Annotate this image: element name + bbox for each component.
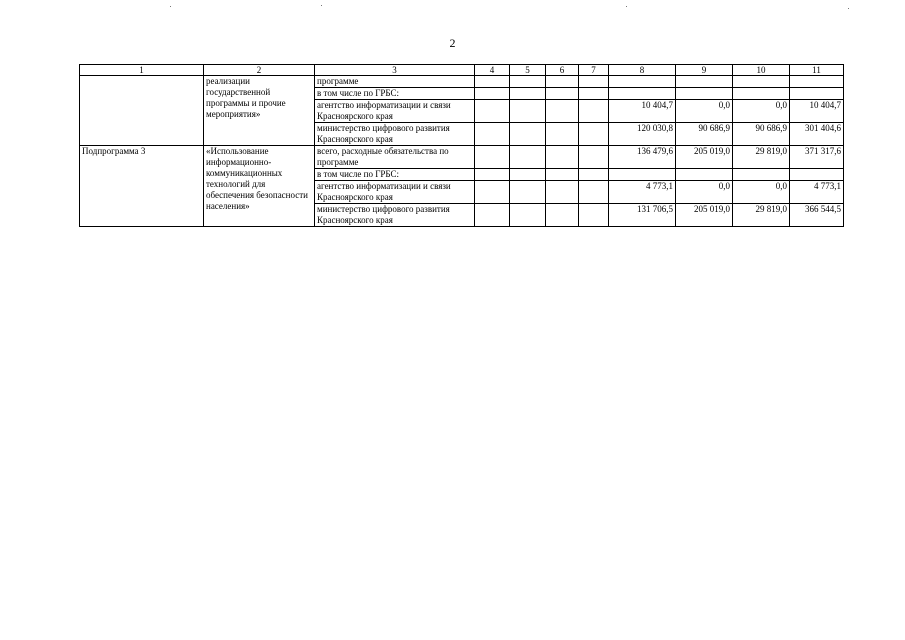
value-col11: 366 544,5 xyxy=(790,204,844,227)
row-label: программе xyxy=(315,76,475,88)
value-col11 xyxy=(790,169,844,181)
scan-speck xyxy=(848,8,849,9)
header-cell: 2 xyxy=(204,65,315,76)
value-col11: 10 404,7 xyxy=(790,100,844,123)
value-col10: 29 819,0 xyxy=(733,204,790,227)
program-title-cell: реализации государственной программы и прочие мероприятия» xyxy=(204,76,315,146)
value-col8 xyxy=(609,76,676,88)
value-col11: 301 404,6 xyxy=(790,123,844,146)
value-col9 xyxy=(676,76,733,88)
value-col8 xyxy=(609,88,676,100)
table-row xyxy=(80,146,844,169)
subprogram-name-cell: Подпрограмма 3 xyxy=(80,146,204,227)
value-col9 xyxy=(676,169,733,181)
scan-speck xyxy=(321,5,322,6)
value-col11: 371 317,6 xyxy=(790,146,844,169)
header-cell: 5 xyxy=(510,65,546,76)
row-label: в том числе по ГРБС: xyxy=(315,88,475,100)
value-col8: 4 773,1 xyxy=(609,181,676,204)
header-cell: 8 xyxy=(609,65,676,76)
page-number: 2 xyxy=(449,36,456,50)
budget-table xyxy=(79,64,844,227)
value-col8: 10 404,7 xyxy=(609,100,676,123)
value-col10: 0,0 xyxy=(733,181,790,204)
header-row xyxy=(80,65,844,76)
program-name-cell xyxy=(80,76,204,146)
row-label: в том числе по ГРБС: xyxy=(315,169,475,181)
value-col10 xyxy=(733,169,790,181)
value-col11: 4 773,1 xyxy=(790,181,844,204)
value-col11 xyxy=(790,88,844,100)
value-col9: 205 019,0 xyxy=(676,146,733,169)
row-label: всего, расходные обязательства по программе xyxy=(315,146,475,169)
value-col9: 205 019,0 xyxy=(676,204,733,227)
header-cell: 7 xyxy=(579,65,609,76)
row-label: агентство информатизации и связи Красноярского края xyxy=(315,181,475,204)
header-cell: 3 xyxy=(315,65,475,76)
value-col10 xyxy=(733,76,790,88)
value-col9 xyxy=(676,88,733,100)
header-cell: 1 xyxy=(80,65,204,76)
value-col8: 131 706,5 xyxy=(609,204,676,227)
value-col10 xyxy=(733,88,790,100)
value-col11 xyxy=(790,76,844,88)
scan-speck xyxy=(170,6,171,7)
value-col8 xyxy=(609,169,676,181)
header-cell: 9 xyxy=(676,65,733,76)
value-col10: 0,0 xyxy=(733,100,790,123)
header-cell: 11 xyxy=(790,65,844,76)
value-col9: 0,0 xyxy=(676,100,733,123)
value-col8: 136 479,6 xyxy=(609,146,676,169)
value-col8: 120 030,8 xyxy=(609,123,676,146)
header-cell: 4 xyxy=(475,65,510,76)
value-col10: 90 686,9 xyxy=(733,123,790,146)
table-row xyxy=(80,76,844,88)
value-col9: 0,0 xyxy=(676,181,733,204)
value-col9: 90 686,9 xyxy=(676,123,733,146)
row-label: министерство цифрового развития Красноярского края xyxy=(315,204,475,227)
row-label: агентство информатизации и связи Красноярского края xyxy=(315,100,475,123)
header-cell: 10 xyxy=(733,65,790,76)
row-label: министерство цифрового развития Красноярского края xyxy=(315,123,475,146)
scan-speck xyxy=(626,6,627,7)
header-cell: 6 xyxy=(546,65,579,76)
subprogram-title-cell: «Использование информационно-коммуникационных технологий для обеспечения безопасности населения» xyxy=(204,146,315,227)
value-col10: 29 819,0 xyxy=(733,146,790,169)
